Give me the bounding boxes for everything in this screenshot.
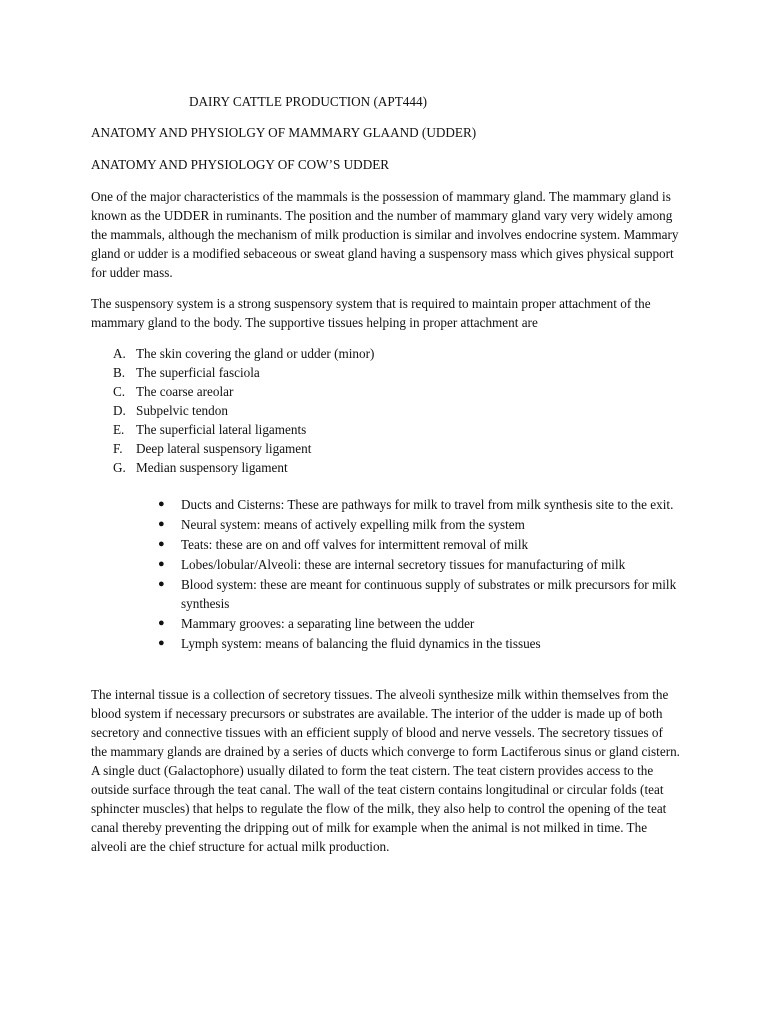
bullet-item-text: Teats: these are on and off valves for intermittent removal of milk xyxy=(181,537,529,552)
bullet-item-text: Lymph system: means of balancing the fluid dynamics in the tissues xyxy=(181,636,541,651)
list-item-text: The coarse areolar xyxy=(136,384,234,399)
bullet-item-text: Ducts and Cisterns: These are pathways for milk to travel from milk synthesis site to the exit. xyxy=(181,497,674,512)
bullet-item xyxy=(157,614,677,633)
bullet-item xyxy=(157,575,677,613)
bullet-item-text: Mammary grooves: a separating line between the udder xyxy=(181,616,475,631)
list-item xyxy=(113,344,374,363)
list-item-text: Deep lateral suspensory ligament xyxy=(136,441,312,456)
bullet-item xyxy=(157,515,677,534)
list-marker: F. xyxy=(113,441,123,456)
intro-paragraph: One of the major characteristics of the mammals is the possession of mammary gland. The mammary gland is known as the UDDER in ruminants. The position and the number of mammary gland vary very widely among the mammals, although the mechanism of milk production is similar and involves endocrine system. Mammary gland or udder is a modified sebaceous or sweat gland having a suspensory mass which gives physical support for udder mass. xyxy=(91,189,679,280)
bullet-icon: ● xyxy=(158,538,165,550)
suspensory-paragraph: The suspensory system is a strong suspensory system that is required to maintain proper attachment of the mammary gland to the body. The supportive tissues helping in proper attachment are xyxy=(91,296,651,330)
bullet-item xyxy=(157,495,677,514)
list-item-text: Median suspensory ligament xyxy=(136,460,288,475)
internal-tissue-paragraph: The internal tissue is a collection of secretory tissues. The alveoli synthesize milk within themselves from the blood system if necessary precursors or substrates are available. The interior of the udder is made up of both secretory and connective tissues with an efficient supply of blood and nerve vessels. The secretory tissues of the mammary glands are drained by a series of ducts which converge to form Lactiferous sinus or gland cistern. A single duct (Galactophore) usually dilated to form the teat cistern. The teat cistern provides access to the outside surface through the teat canal. The wall of the teat cistern contains longitudinal or circular folds (teat sphincter muscles) that helps to regulate the flow of the milk, they also help to control the opening of the teat canal thereby preventing the dripping out of milk for example when the animal is not milked in time. The alveoli are the chief structure for actual milk production. xyxy=(91,687,680,854)
list-marker: G. xyxy=(113,460,126,475)
bullet-icon: ● xyxy=(158,518,165,530)
bullet-item xyxy=(157,555,677,574)
list-marker: E. xyxy=(113,422,125,437)
bullet-icon: ● xyxy=(158,578,165,590)
list-item-text: The skin covering the gland or udder (minor) xyxy=(136,346,375,361)
list-marker: D. xyxy=(113,403,126,418)
list-item xyxy=(113,439,374,458)
bullet-item-text: Lobes/lobular/Alveoli: these are internal secretory tissues for manufacturing of milk xyxy=(181,557,626,572)
supportive-tissues-list xyxy=(113,344,374,477)
list-marker: A. xyxy=(113,346,126,361)
bullet-item-text: Blood system: these are meant for continuous supply of substrates or milk precursors for milk synthesis xyxy=(181,577,677,611)
list-item xyxy=(113,401,374,420)
list-marker: B. xyxy=(113,365,126,380)
bullet-item-text: Neural system: means of actively expelling milk from the system xyxy=(181,517,525,532)
list-item-text: The superficial lateral ligaments xyxy=(136,422,307,437)
section-heading-mammary-gland: ANATOMY AND PHYSIOLGY OF MAMMARY GLAAND (UDDER) xyxy=(91,125,477,140)
list-item xyxy=(113,363,374,382)
bullet-icon: ● xyxy=(158,637,165,649)
bullet-icon: ● xyxy=(158,498,165,510)
list-item-text: The superficial fasciola xyxy=(136,365,260,380)
list-item xyxy=(113,382,374,401)
section-heading-cow-udder: ANATOMY AND PHYSIOLOGY OF COW’S UDDER xyxy=(91,157,390,172)
list-item-text: Subpelvic tendon xyxy=(136,403,228,418)
udder-components-list xyxy=(157,495,677,654)
list-item xyxy=(113,420,374,439)
bullet-icon: ● xyxy=(158,617,165,629)
list-item xyxy=(113,458,374,477)
bullet-item xyxy=(157,535,677,554)
document-title: DAIRY CATTLE PRODUCTION (APT444) xyxy=(189,94,427,109)
list-marker: C. xyxy=(113,384,126,399)
bullet-item xyxy=(157,634,677,653)
bullet-icon: ● xyxy=(158,558,165,570)
